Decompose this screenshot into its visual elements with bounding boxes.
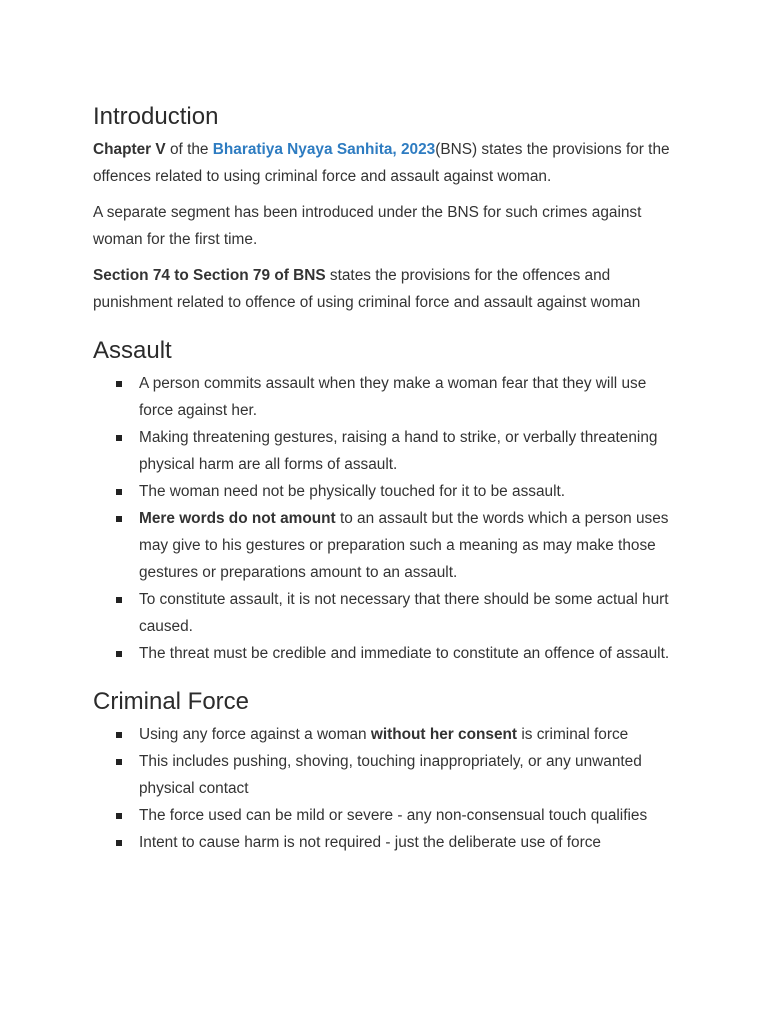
- list-item-bold-text: Mere words do not amount: [139, 510, 336, 527]
- list-item-text: Using any force against a woman: [139, 726, 371, 743]
- list-item-text: is criminal force: [517, 726, 629, 743]
- assault-heading: Assault: [93, 337, 172, 364]
- paragraph-text: states the provisions for the offences and punishment related to offence of using criminal force and assault against woman: [93, 267, 641, 311]
- list-item-text: To constitute assault, it is not necessary that there should be some actual hurt caused.: [139, 591, 669, 635]
- paragraph-text: of the: [165, 141, 213, 158]
- square-bullet-icon: [116, 732, 122, 738]
- list-item: [139, 640, 676, 667]
- list-item-text: This includes pushing, shoving, touching inappropriately, or any unwanted physical contact: [139, 753, 642, 797]
- list-item: [139, 424, 676, 478]
- assault-list: [93, 370, 676, 667]
- bns-link[interactable]: Bharatiya Nyaya Sanhita, 2023: [212, 141, 436, 158]
- criminal-force-heading: Criminal Force: [93, 688, 250, 715]
- list-item-text: A person commits assault when they make a woman fear that they will use force against her.: [139, 375, 647, 419]
- section-reference: Section 74 to Section 79 of BNS: [93, 267, 326, 284]
- list-item: [139, 748, 676, 802]
- list-item-text: The force used can be mild or severe - any non-consensual touch qualifies: [139, 807, 648, 824]
- list-item-text: Intent to cause harm is not required - just the deliberate use of force: [139, 834, 601, 851]
- list-item-text: The threat must be credible and immediate to constitute an offence of assault.: [139, 645, 670, 662]
- list-item: [139, 802, 676, 829]
- square-bullet-icon: [116, 516, 122, 522]
- list-item: [139, 586, 676, 640]
- list-item: [139, 478, 676, 505]
- list-item: [139, 721, 676, 748]
- introduction-paragraph-1: [93, 136, 676, 190]
- criminal-force-list: [93, 721, 676, 856]
- square-bullet-icon: [116, 813, 122, 819]
- square-bullet-icon: [116, 651, 122, 657]
- list-item: [139, 505, 676, 586]
- list-item-text: to an assault but the words which a person uses may give to his gestures or preparation such a meaning as may make those gestures or preparations amount to an assault.: [139, 510, 669, 581]
- paragraph-text: (BNS) states the provisions for the offences related to using criminal force and assault against woman.: [93, 141, 670, 185]
- introduction-paragraph-2: A separate segment has been introduced under the BNS for such crimes against woman for the first time.: [93, 204, 642, 248]
- chapter-reference: Chapter V: [93, 141, 166, 158]
- square-bullet-icon: [116, 840, 122, 846]
- list-item: [139, 829, 676, 856]
- list-item-text: Making threatening gestures, raising a hand to strike, or verbally threatening physical harm are all forms of assault.: [139, 429, 658, 473]
- introduction-paragraph-3: [93, 262, 676, 316]
- list-item: [139, 370, 676, 424]
- square-bullet-icon: [116, 435, 122, 441]
- square-bullet-icon: [116, 597, 122, 603]
- introduction-heading: Introduction: [93, 103, 219, 130]
- list-item-text: The woman need not be physically touched for it to be assault.: [139, 483, 566, 500]
- list-item-bold-text: without her consent: [370, 726, 518, 743]
- square-bullet-icon: [116, 381, 122, 387]
- square-bullet-icon: [116, 759, 122, 765]
- square-bullet-icon: [116, 489, 122, 495]
